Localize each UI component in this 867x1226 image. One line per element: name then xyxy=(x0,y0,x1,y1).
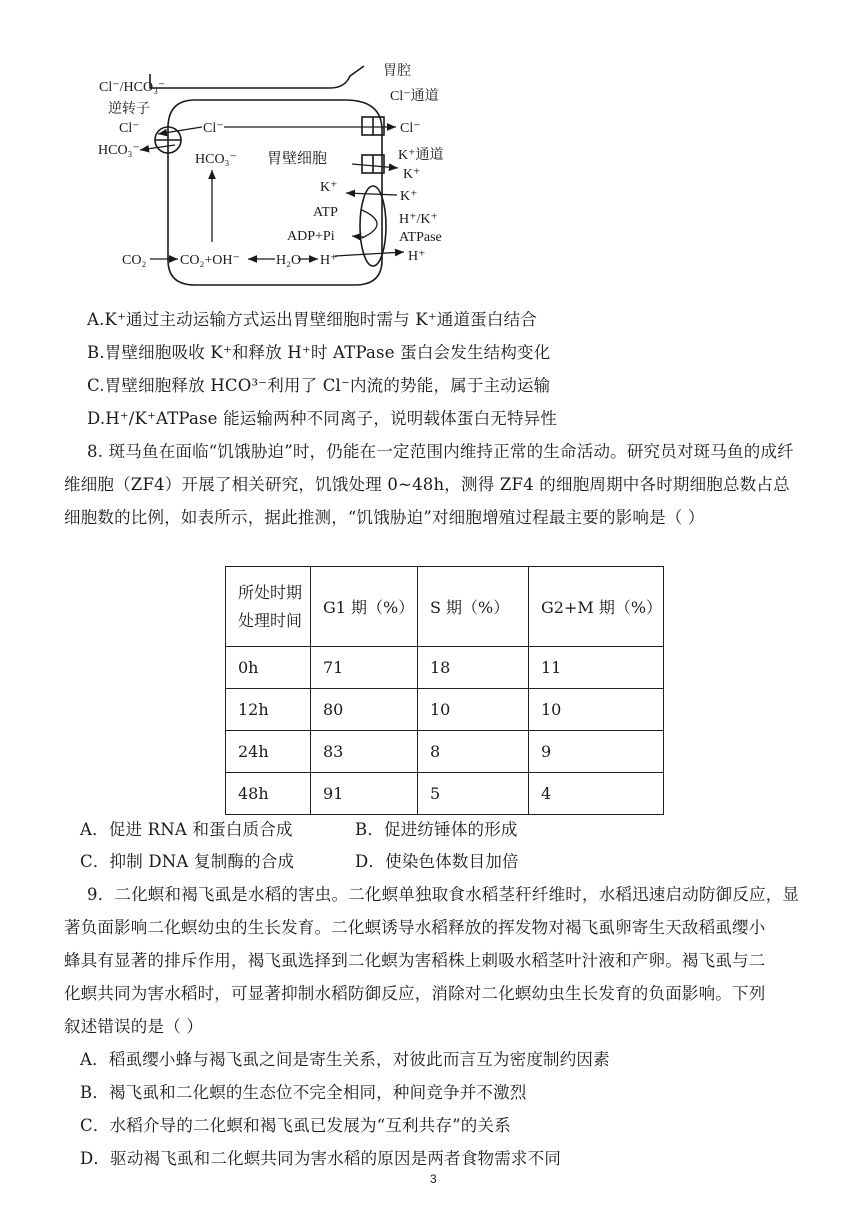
label-k-in-right: K⁺ xyxy=(400,189,418,204)
table-cell: 0h xyxy=(226,647,311,689)
q8-stem-line2: 维细胞（ZF4）开展了相关研究，饥饿处理 0~48h，测得 ZF4 的细胞周期中各时期细胞总数占总 xyxy=(64,475,790,494)
table-cell: 9 xyxy=(529,731,664,773)
table-corner-cell xyxy=(226,567,311,647)
q9-option-d: D．驱动褐飞虱和二化螟共同为害水稻的原因是两者食物需求不同 xyxy=(80,1149,562,1168)
table-cell: 10 xyxy=(529,689,664,731)
col-header-g2m: G2+M 期（%） xyxy=(529,567,664,647)
table-header-row xyxy=(226,567,664,647)
q9-stem-line1: 9．二化螟和褐飞虱是水稻的害虫。二化螟单独取食水稻茎秆纤维时，水稻迅速启动防御反应，显 xyxy=(87,885,800,904)
table-cell: 83 xyxy=(311,731,418,773)
q9-option-a: A．稻虱缨小蜂与褐飞虱之间是寄生关系，对彼此而言互为密度制约因素 xyxy=(80,1050,610,1069)
q8-stem-line1: 8. 斑马鱼在面临“饥饿胁迫”时，仍能在一定范围内维持正常的生命活动。研究员对斑马鱼的成纤 xyxy=(87,442,794,461)
label-cl-left: Cl⁻ xyxy=(119,121,140,136)
cell-transport-diagram xyxy=(0,0,867,300)
label-k-channel: K⁺通道 xyxy=(398,148,444,163)
table-cell: 18 xyxy=(418,647,529,689)
table-cell: 10 xyxy=(418,689,529,731)
table-cell: 12h xyxy=(226,689,311,731)
label-atp: ATP xyxy=(313,205,338,220)
label-hk2: ATPase xyxy=(399,230,442,245)
table-cell: 24h xyxy=(226,731,311,773)
table-row xyxy=(226,647,664,689)
q9-option-c: C．水稻介导的二化螟和褐飞虱已发展为“互利共存”的关系 xyxy=(80,1116,511,1135)
q7-option-b: B.胃壁细胞吸收 K⁺和释放 H⁺时 ATPase 蛋白会发生结构变化 xyxy=(87,343,551,362)
col-header-s: S 期（%） xyxy=(418,567,529,647)
page-number: 3 xyxy=(430,1172,437,1186)
label-k-in-left: K⁺ xyxy=(320,180,338,195)
label-adp: ADP+Pi xyxy=(287,229,335,244)
label-h-in: H⁺ xyxy=(320,253,338,268)
col-header-g1: G1 期（%） xyxy=(311,567,418,647)
label-cl-in: Cl⁻ xyxy=(203,121,224,136)
label-cl-out: Cl⁻ xyxy=(400,121,421,136)
label-hk1: H⁺/K⁺ xyxy=(399,212,438,227)
table-cell: 71 xyxy=(311,647,418,689)
table-cell: 11 xyxy=(529,647,664,689)
table-row xyxy=(226,773,664,815)
table-row xyxy=(226,689,664,731)
q7-option-c: C.胃壁细胞释放 HCO³⁻利用了 Cl⁻内流的势能，属于主动运输 xyxy=(87,376,551,395)
q7-option-a: A.K⁺通过主动运输方式运出胃壁细胞时需与 K⁺通道蛋白结合 xyxy=(87,310,537,329)
corner-label-time: 处理时间 xyxy=(238,610,303,630)
q8-option-c: C．抑制 DNA 复制酶的合成 xyxy=(80,852,295,871)
label-co2: CO₂ xyxy=(122,253,147,268)
q8-option-d: D．使染色体数目加倍 xyxy=(355,852,519,871)
q9-option-b: B．褐飞虱和二化螟的生态位不完全相同，种间竞争并不激烈 xyxy=(80,1083,527,1102)
label-cl-channel: Cl⁻通道 xyxy=(390,89,439,104)
label-weiqiang: 胃腔 xyxy=(383,64,411,79)
q8-option-a: A．促进 RNA 和蛋白质合成 xyxy=(80,820,293,839)
q8-option-b: B．促进纺锤体的形成 xyxy=(355,820,518,839)
table-cell: 5 xyxy=(418,773,529,815)
label-antiporter2: 逆转子 xyxy=(108,102,150,117)
label-hco3-in: HCO₃⁻ xyxy=(195,152,237,167)
label-hco3-left: HCO₃⁻ xyxy=(98,143,140,158)
table-cell: 48h xyxy=(226,773,311,815)
table-row xyxy=(226,731,664,773)
label-co2oh: CO₂+OH⁻ xyxy=(180,253,240,268)
label-antiporter: Cl⁻/HCO₃⁻ xyxy=(99,80,166,95)
label-cell: 胃壁细胞 xyxy=(267,151,328,167)
cell-cycle-table xyxy=(225,566,664,815)
table-cell: 91 xyxy=(311,773,418,815)
label-k-out: K⁺ xyxy=(403,167,421,182)
lumen-boundary xyxy=(150,66,364,88)
table-cell: 80 xyxy=(311,689,418,731)
q9-stem-line4: 化螟共同为害水稻时，可显著抑制水稻防御反应，消除对二化螟幼虫生长发育的负面影响。下列 xyxy=(64,984,766,1003)
q9-stem-line3: 蜂具有显著的排斥作用，褐飞虱选择到二化螟为害稻株上刺吸水稻茎叶汁液和产卵。褐飞虱与二 xyxy=(64,951,766,970)
q7-option-d: D.H⁺/K⁺ATPase 能运输两种不同离子，说明载体蛋白无特异性 xyxy=(87,409,558,428)
label-h-out: H⁺ xyxy=(408,249,426,264)
q8-stem-line3: 细胞数的比例，如表所示，据此推测，“饥饿胁迫”对细胞增殖过程最主要的影响是（ ） xyxy=(64,508,705,527)
q9-stem-line5: 叙述错误的是（ ） xyxy=(64,1017,204,1036)
table-cell: 4 xyxy=(529,773,664,815)
q9-stem-line2: 著负面影响二化螟幼虫的生长发育。二化螟诱导水稻释放的挥发物对褐飞虱卵寄生天敌稻虱缨小 xyxy=(64,918,766,937)
table-cell: 8 xyxy=(418,731,529,773)
corner-label-period: 所处时期 xyxy=(238,582,303,602)
label-h2o: H₂O xyxy=(276,253,302,268)
